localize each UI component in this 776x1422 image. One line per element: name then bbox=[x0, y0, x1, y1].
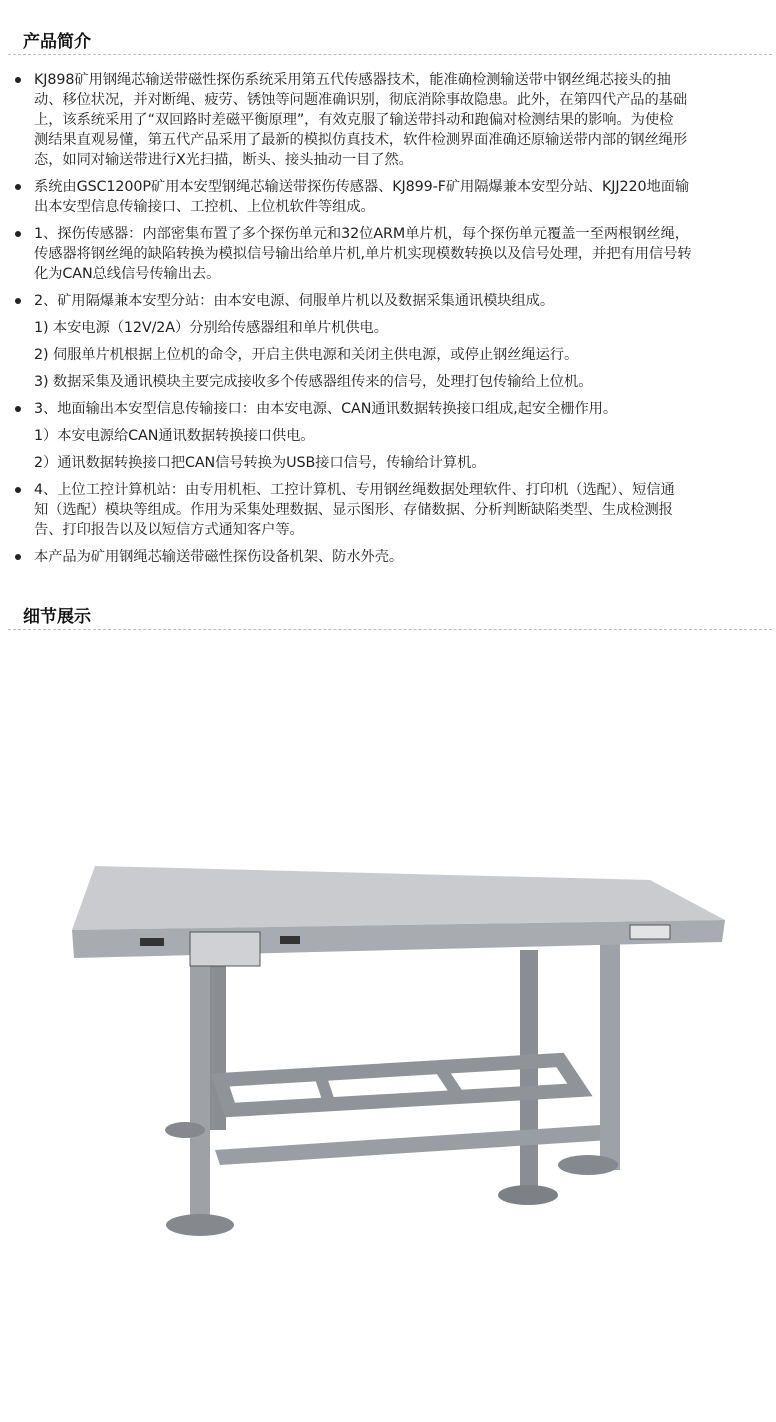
list-item: 2、矿用隔爆兼本安型分站：由本安电源、伺服单片机以及数据采集通讯模块组成。 bbox=[0, 291, 776, 311]
foot-plate bbox=[165, 1122, 205, 1138]
bullet-icon bbox=[15, 184, 21, 190]
bullet-icon bbox=[15, 554, 21, 560]
list-item: 3、地面输出本安型信息传输接口：由本安电源、CAN通讯数据转换接口组成,起安全栅作用。 bbox=[0, 399, 776, 419]
bullet-icon bbox=[15, 487, 21, 493]
section-title: 产品简介 bbox=[23, 32, 91, 52]
list-subitem: 2) 伺服单片机根据上位机的命令，开启主供电源和关闭主供电源，或停止钢丝绳运行。 bbox=[34, 347, 579, 363]
connector-port bbox=[140, 938, 164, 946]
frame-front-rail bbox=[215, 1125, 610, 1165]
rear-leg-right bbox=[520, 950, 538, 1190]
bullet-icon bbox=[15, 406, 21, 412]
section-header-product-intro bbox=[8, 25, 772, 55]
top-panel bbox=[72, 866, 725, 930]
dashed-divider bbox=[8, 629, 772, 630]
list-subitem: 2）通讯数据转换接口把CAN信号转换为USB接口信号，传输给计算机。 bbox=[34, 455, 486, 471]
foot-plate bbox=[558, 1155, 618, 1175]
list-subitem: 1）本安电源给CAN通讯数据转换接口供电。 bbox=[34, 428, 315, 444]
list-subitem: 1) 本安电源（12V/2A）分别给传感器组和单片机供电。 bbox=[34, 320, 388, 336]
bullet-icon bbox=[15, 77, 21, 83]
bullet-icon bbox=[15, 298, 21, 304]
dashed-divider bbox=[8, 54, 772, 55]
section-header-details bbox=[8, 600, 772, 630]
list-item: 系统由GSC1200P矿用本安型钢绳芯输送带探伤传感器、KJ899-F矿用隔爆兼本安型分站、KJJ220地面输 出本安型信息传输接口、工控机、上位机软件等组成。 bbox=[0, 177, 776, 217]
product-intro-list bbox=[0, 70, 776, 574]
nameplate bbox=[190, 932, 260, 966]
connector-port bbox=[280, 936, 300, 944]
list-item: 1、探伤传感器：内部密集布置了多个探伤单元和32位ARM单片机，每个探伤单元覆盖一至两根钢丝绳， 传感器将钢丝绳的缺陷转换为模拟信号输出给单片机,单片机实现模数转换以及信号处理，并把有用信号转 化为CAN总线信号传输出去。 bbox=[0, 224, 776, 284]
foot-plate bbox=[166, 1214, 234, 1236]
front-leg-left bbox=[190, 950, 210, 1220]
bullet-icon bbox=[15, 231, 21, 237]
list-item: KJ898矿用钢绳芯输送带磁性探伤系统采用第五代传感器技术，能准确检测输送带中钢丝绳芯接头的抽 动、移位状况，并对断绳、疲劳、锈蚀等问题准确识别，彻底消除事故隐患。此外，在第四代产品的基础 上，该系统采用了“双回路时差磁平衡原理”，有效克服了输送带抖动和跑偏对检测结果的影响。为使检 测结果直观易懂，第五代产品采用了最新的模拟仿真技术，软件检测界面准确还原输送带内部的钢丝绳形 态，如同对输送带进行X光扫描，断头、接头抽动一目了然。 bbox=[0, 70, 776, 170]
list-subitem: 3) 数据采集及通讯模块主要完成接收多个传感器组传来的信号，处理打包传输给上位机。 bbox=[34, 374, 593, 390]
section-title: 细节展示 bbox=[23, 607, 91, 627]
front-leg-right bbox=[600, 940, 620, 1170]
label-plate bbox=[630, 925, 670, 939]
foot-plate bbox=[498, 1185, 558, 1205]
list-item: 4、上位工控计算机站：由专用机柜、工控计算机、专用钢丝绳数据处理软件、打印机（选配）、短信通 知（选配）模块等组成。作用为采集处理数据、显示图形、存储数据、分析判断缺陷类型、生成检测报 告、打印报告以及以短信方式通知客户等。 bbox=[0, 480, 776, 540]
list-item: 本产品为矿用钢绳芯输送带磁性探伤设备机架、防水外壳。 bbox=[0, 547, 776, 567]
product-photo-rack bbox=[0, 830, 776, 1250]
